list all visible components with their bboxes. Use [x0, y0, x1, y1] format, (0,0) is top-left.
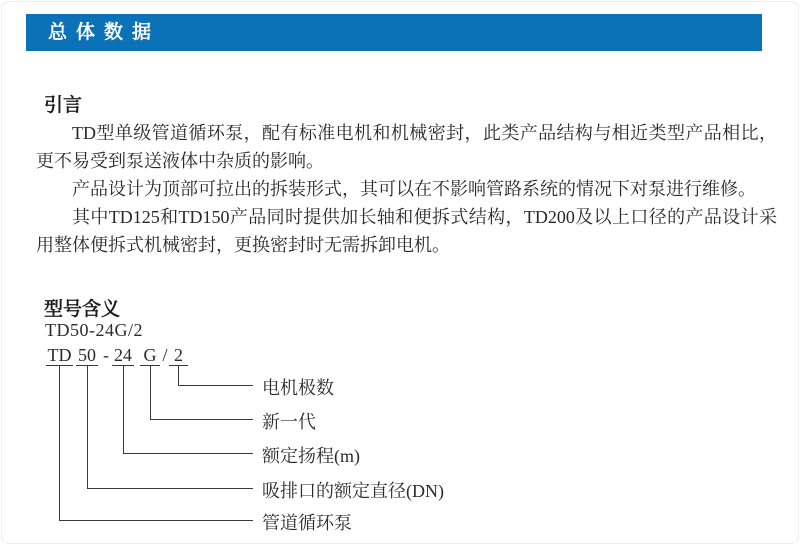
- connector-vline-generation: [150, 366, 151, 419]
- header-bar: [26, 14, 762, 51]
- connector-hline-series: [59, 520, 253, 521]
- connector-hline-diameter: [87, 488, 253, 489]
- model-token-series: TD: [47, 345, 72, 365]
- diagram-label-diameter: 吸排口的额定直径(DN): [262, 481, 444, 501]
- model-token-generation: G: [140, 346, 160, 366]
- diagram-label-poles: 电机极数: [262, 378, 334, 398]
- connector-vline-diameter: [87, 366, 88, 488]
- diagram-label-series: 管道循环泵: [262, 513, 352, 533]
- model-token-slash: /: [162, 345, 168, 365]
- connector-hline-generation: [150, 419, 253, 420]
- model-heading: 型号含义: [44, 299, 121, 320]
- connector-hline-head: [123, 453, 253, 454]
- intro-paragraphs: [36, 119, 777, 259]
- section-title: 总体数据: [48, 22, 161, 43]
- page-border: [1, 1, 799, 544]
- intro-paragraph-3: 其中TD125和TD150产品同时提供加长轴和便拆式结构，TD200及以上口径的产品设计采用整体便拆式机械密封，更换密封时无需拆卸电机。: [36, 207, 777, 255]
- model-token-head: 24: [114, 345, 132, 365]
- connector-vline-head: [123, 366, 124, 453]
- model-token-diameter: 50: [78, 345, 96, 365]
- intro-heading: 引言: [44, 95, 83, 116]
- connector-vline-poles: [178, 366, 179, 385]
- connector-vline-series: [59, 366, 60, 520]
- diagram-label-head: 额定扬程(m): [262, 446, 360, 466]
- intro-paragraph-1: TD型单级管道循环泵，配有标准电机和机械密封，此类产品结构与相近类型产品相比，更不易受到泵送液体中杂质的影响。: [36, 123, 777, 171]
- model-token-poles: 2: [169, 346, 188, 366]
- model-token-dash: -: [103, 345, 109, 365]
- diagram-label-generation: 新一代: [262, 412, 316, 432]
- intro-paragraph-2: 产品设计为顶部可拉出的拆装形式，其可以在不影响管路系统的情况下对泵进行维修。: [72, 179, 756, 199]
- model-code: TD50-24G/2: [45, 320, 143, 340]
- connector-hline-poles: [178, 385, 253, 386]
